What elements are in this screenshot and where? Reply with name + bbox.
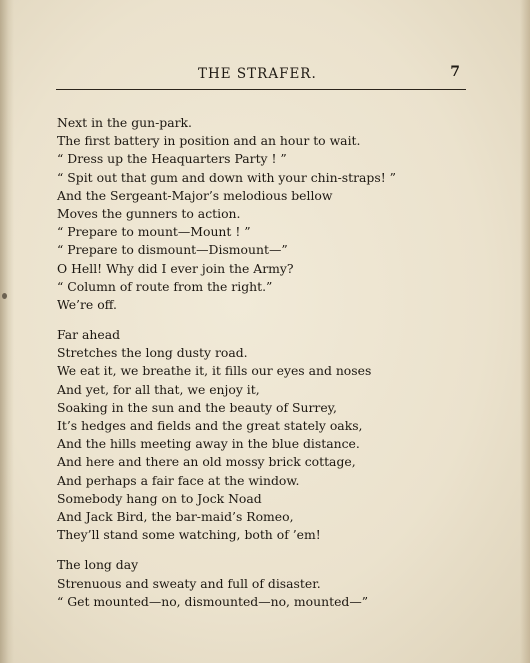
running-title: THE STRAFER. [198,66,317,82]
poem-line: We’re off. [57,296,117,312]
poem-line: Far ahead [57,327,121,343]
poem-line: “ Spit out that gum and down with your chin-straps! ” [57,169,396,185]
page-edge-shadow [520,0,530,663]
poem-line: The first battery in position and an hour to wait. [57,133,361,149]
poem-line: And the hills meeting away in the blue distance. [57,436,360,452]
poem-line: They’ll stand some watching, both of ’em! [57,527,321,543]
poem-line: “ Prepare to mount—Mount ! ” [57,224,251,240]
stanza-2 [57,326,477,544]
poem-line: “ Prepare to dismount—Dismount—” [57,242,288,258]
poem-body [57,114,477,623]
stanza-3 [57,556,477,611]
poem-line: It’s hedges and fields and the great stately oaks, [57,418,363,433]
poem-line: O Hell! Why did I ever join the Army? [57,260,294,276]
margin-speck [2,293,7,299]
poem-line: “ Dress up the Heaquarters Party ! ” [57,151,287,167]
header-rule [56,89,466,90]
poem-line: And the Sergeant-Major’s melodious bellow [57,187,333,203]
poem-line: Stretches the long dusty road. [57,345,248,361]
poem-line: And Jack Bird, the bar-maid’s Romeo, [57,508,294,524]
poem-line: And yet, for all that, we enjoy it, [57,381,260,397]
page-number: 7 [450,64,460,80]
poem-line: And here and there an old mossy brick cottage, [57,454,356,470]
poem-line: Somebody hang on to Jock Noad [57,490,262,506]
stanza-1 [57,114,477,314]
poem-line: And perhaps a fair face at the window. [57,472,300,488]
poem-line: Soaking in the sun and the beauty of Surrey, [57,399,337,415]
poem-line: “ Get mounted—no, dismounted—no, mounted—” [57,593,369,609]
poem-line: Strenuous and sweaty and full of disaster. [57,575,321,591]
poem-line: “ Column of route from the right.” [57,278,273,294]
poem-line: Moves the gunners to action. [57,205,241,221]
binding-shadow [0,0,14,663]
running-header [56,62,466,88]
poem-line: The long day [57,557,139,573]
poem-line: Next in the gun-park. [57,115,192,130]
poem-line: We eat it, we breathe it, it fills our eyes and noses [57,363,372,379]
